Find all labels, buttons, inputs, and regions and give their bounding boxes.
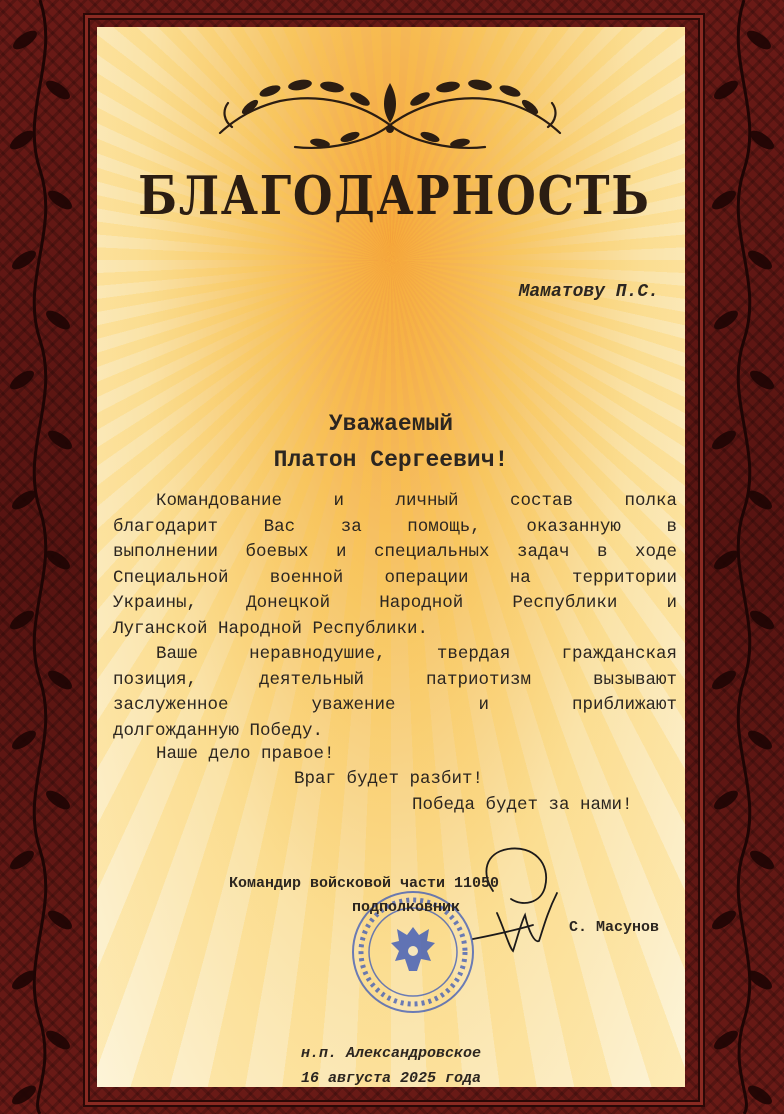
paragraph-2-line: Ваше неравнодушие, твердая гражданская: [156, 644, 677, 664]
paragraph-2: [113, 642, 677, 744]
signatory-position: Командир войсковой части 11050: [229, 875, 500, 892]
paragraph-1: [113, 489, 677, 642]
issue-place: н.п. Александровское: [300, 1045, 482, 1062]
right-border-ornament: [686, 0, 784, 1114]
laurel-ornament-icon: [210, 63, 570, 163]
issue-date: 16 августа 2025 года: [300, 1070, 482, 1087]
certificate-title: БЛАГОДАРНОСТЬ: [138, 165, 651, 227]
left-border-ornament: [0, 0, 98, 1114]
certificate-paper: [97, 27, 685, 1087]
recipient-name: Маматову П.С.: [518, 282, 659, 302]
signatory-rank: подполковник: [352, 899, 461, 916]
slogan-line-1: Наше дело правое!: [156, 744, 335, 764]
greeting-line-2: Платон Сергеевич!: [273, 447, 509, 473]
greeting-line-1: Уважаемый: [328, 411, 454, 437]
slogan-line-2: Враг будет разбит!: [294, 769, 484, 789]
signatory-name: С. Масунов: [569, 919, 660, 936]
paragraph-1-line: Украины, Донецкой Народной Республики и: [113, 593, 677, 613]
paragraph-1-line: Командование и личный состав полка: [156, 491, 677, 511]
paragraph-2-line: позиция, деятельный патриотизм вызывают: [113, 669, 677, 690]
paragraph-1-line: благодарит Вас за помощь, оказанную в: [113, 516, 677, 537]
paragraph-1-line: Специальной военной операции на территории: [113, 567, 677, 588]
paragraph-1-line: Луганской Народной Республики.: [113, 618, 429, 639]
paragraph-2-line: долгожданную Победу.: [113, 720, 324, 741]
slogan-line-3: Победа будет за нами!: [412, 795, 633, 815]
double-headed-eagle-icon: [391, 927, 435, 971]
paragraph-2-line: заслуженное уважение и приближают: [113, 695, 677, 715]
paragraph-1-line: выполнении боевых и специальных задач в ходе: [113, 542, 677, 562]
handwritten-signature-icon: [453, 843, 571, 955]
